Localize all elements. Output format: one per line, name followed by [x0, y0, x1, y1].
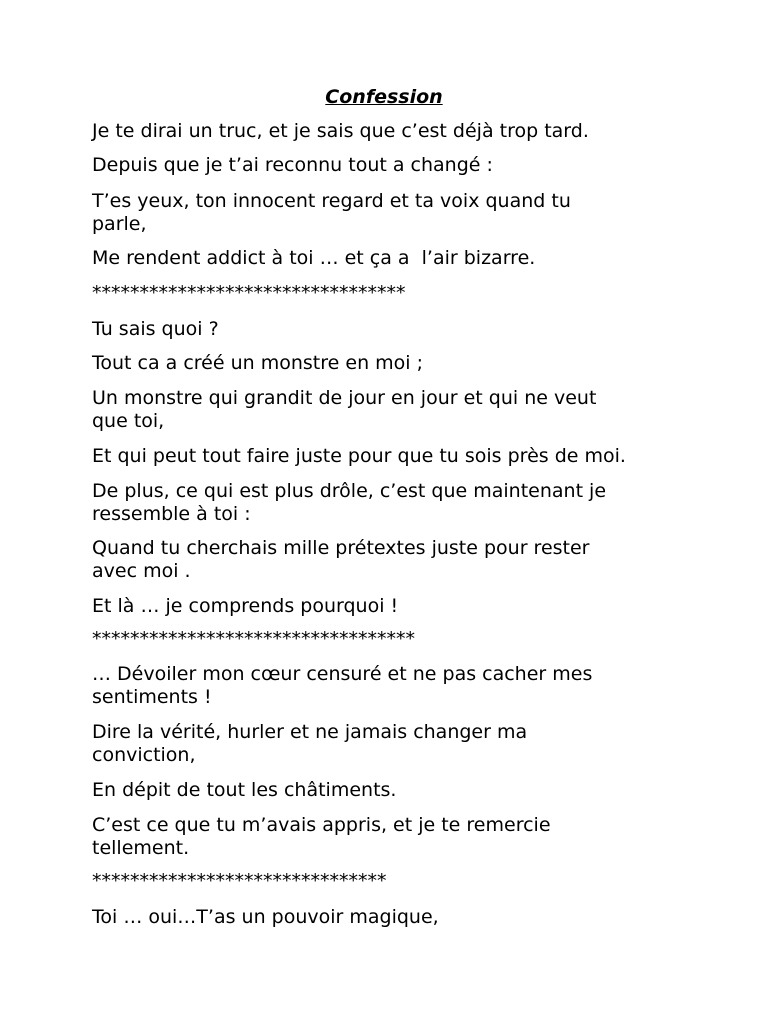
- separator-stars: *********************************: [92, 282, 406, 304]
- poem-line: Et qui peut tout faire juste pour que tu sois près de moi.: [92, 445, 626, 467]
- poem-line: T’es yeux, ton innocent regard et ta voix quand tu parle,: [92, 190, 571, 235]
- poem-line: Me rendent addict à toi … et ça a l’air bizarre.: [92, 247, 536, 269]
- poem-line: Et là … je comprends pourquoi !: [92, 595, 399, 617]
- poem-line: De plus, ce qui est plus drôle, c’est que maintenant je ressemble à toi :: [92, 480, 607, 525]
- poem-line: Depuis que je t’ai reconnu tout a changé :: [92, 154, 493, 176]
- separator-stars: *******************************: [92, 870, 387, 892]
- poem-line: Un monstre qui grandit de jour en jour et qui ne veut que toi,: [92, 387, 597, 432]
- poem-line: Toi … oui…T’as un pouvoir magique,: [92, 906, 439, 928]
- poem-line: En dépit de tout les châtiments.: [92, 779, 397, 801]
- poem-line: Tu sais quoi ?: [92, 318, 219, 340]
- poem-line: Je te dirai un truc, et je sais que c’est déjà trop tard.: [92, 120, 589, 142]
- poem-line: Dire la vérité, hurler et ne jamais changer ma conviction,: [92, 721, 528, 766]
- separator-stars: **********************************: [92, 628, 415, 650]
- poem-line: Quand tu cherchais mille prétextes juste pour rester avec moi .: [92, 537, 590, 582]
- document-title: Confession: [325, 86, 443, 108]
- poem-line: … Dévoiler mon cœur censuré et ne pas cacher mes sentiments !: [92, 663, 593, 708]
- poem-line: Tout ca a créé un monstre en moi ;: [92, 352, 423, 374]
- poem-line: C’est ce que tu m’avais appris, et je te remercie tellement.: [92, 814, 551, 859]
